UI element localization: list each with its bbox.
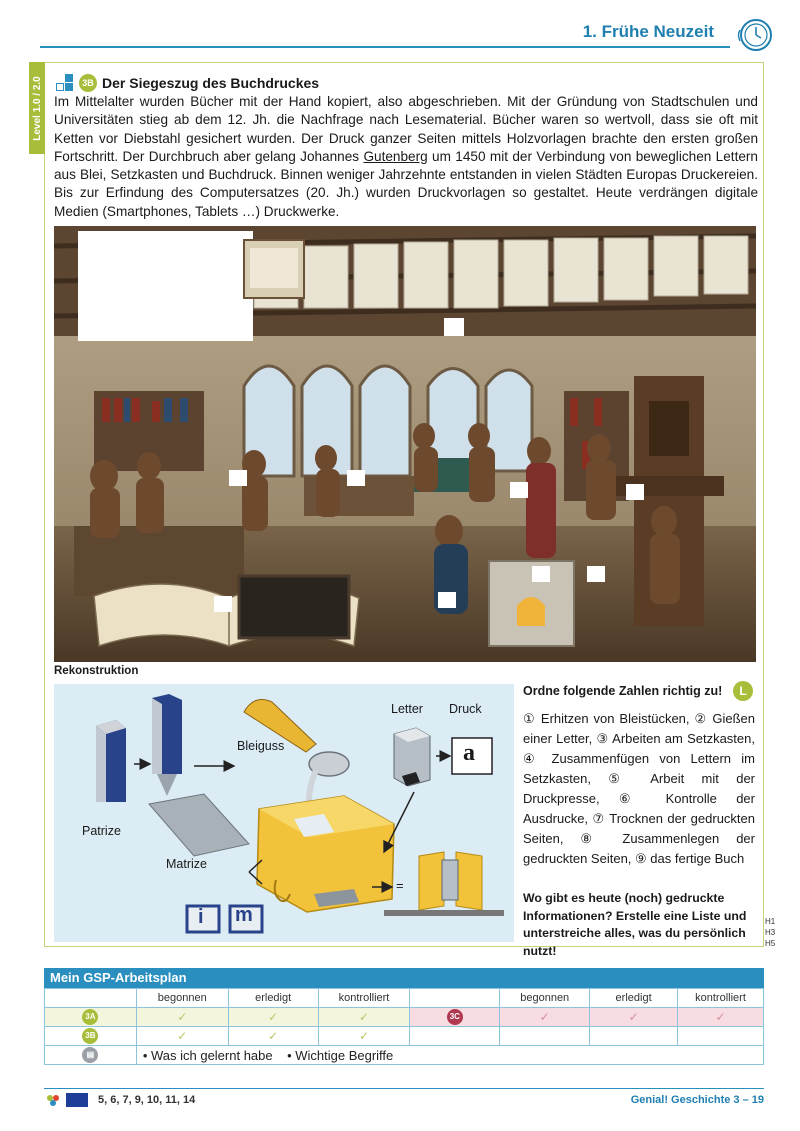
row-badge-3a: 3A: [82, 1009, 98, 1025]
header-rule: [40, 46, 730, 48]
checkbox-3b-erledigt[interactable]: ✓: [228, 1027, 318, 1046]
row-badge-3b: 3B: [82, 1028, 98, 1044]
label-bleiguss: Bleiguss: [237, 739, 285, 753]
printing-workshop-illustration: [54, 226, 756, 662]
work-plan-title: Mein GSP-Arbeitsplan: [44, 968, 764, 988]
footer-rule: [44, 1088, 764, 1089]
checkbox-3b-kontrolliert[interactable]: ✓: [318, 1027, 410, 1046]
checkbox-3c-erledigt[interactable]: ✓: [590, 1008, 678, 1027]
checkbox-3c-kontrolliert[interactable]: ✓: [678, 1008, 764, 1027]
label-matrize: Matrize: [166, 857, 207, 871]
level-label: Level 1.0 / 2.0: [31, 75, 43, 141]
table-row: [45, 989, 764, 1008]
col-begonnen: begonnen: [136, 989, 228, 1008]
checkbox-3a-kontrolliert[interactable]: ✓: [318, 1008, 410, 1027]
footer-book-title: Genial! Geschichte 3 – 19: [630, 1094, 764, 1106]
label-druck: Druck: [449, 702, 482, 716]
col-erledigt: erledigt: [228, 989, 318, 1008]
clock-icon: [736, 16, 774, 54]
footer-pages: 5, 6, 7, 9, 10, 11, 14: [98, 1094, 196, 1106]
chapter-title: 1. Frühe Neuzeit: [582, 22, 714, 41]
checkbox-3b-begonnen[interactable]: ✓: [136, 1027, 228, 1046]
row-badge-3c: 3C: [447, 1009, 463, 1025]
col-begonnen: begonnen: [500, 989, 590, 1008]
checkbox-3a-erledigt[interactable]: ✓: [228, 1008, 318, 1027]
exercise-title: Ordne folgende Zahlen richtig zu!: [523, 684, 723, 698]
col-erledigt: erledigt: [590, 989, 678, 1008]
checkbox-3c-begonnen[interactable]: ✓: [500, 1008, 590, 1027]
table-row: [45, 1008, 764, 1027]
label-letter: Letter: [391, 702, 423, 716]
intro-text: Im Mittelalter wurden Bücher mit der Hand kopiert, also abgeschrieben. Mit der Gründung von Stadtschulen und Universitäten stieg ab dem 12. Jh. die Nachfrage nach Lesematerial. Bücher waren so wertvoll, dass sie oft mit Ketten vor Diebstahl gesichert wurden. Der Druck ganzer Seiten mittels Holzvorlagen brachte den ersten großen Fortschritt. Der Durchbruch aber gelang Johannes Gutenberg um 1450 mit der Verbindung von beweglichen Lettern aus Blei, Setzkasten und Buchdruck. Binnen weniger Jahrzehnte entstanden in vielen Städten Europas Druckereien. Bis zur Erfindung des Computersatzes (20. Jh.) wurden Druckvorlagen so gestaltet. Heute verdrängen digitale Medien (Smartphones, Tablets …) Druckwerke.: [54, 94, 758, 219]
illustration-caption: Rekonstruktion: [54, 665, 139, 677]
col-kontrolliert: kontrolliert: [318, 989, 410, 1008]
col-kontrolliert: kontrolliert: [678, 989, 764, 1008]
notebook-icon: ▤: [82, 1047, 98, 1063]
work-plan-table: [44, 988, 764, 1065]
exercise-question: Wo gibt es heute (noch) gedruckte Informationen? Erstelle eine Liste und unterstreiche alles, was du persönlich nutzt!: [523, 891, 747, 958]
key-terms-link[interactable]: • Wichtige Begriffe: [287, 1047, 394, 1063]
equals-sign: =: [396, 878, 404, 893]
learned-link[interactable]: • Was ich gelernt habe: [142, 1047, 273, 1063]
level-l-badge: L: [733, 681, 753, 701]
gutenberg-term[interactable]: Gutenberg: [363, 148, 428, 164]
table-row: [45, 1046, 764, 1065]
printing-process-diagram: [54, 684, 514, 942]
checkbox-3a-begonnen[interactable]: ✓: [136, 1008, 228, 1027]
druck-letter-a: a: [463, 740, 475, 766]
leaf-logo-icon: [45, 1093, 61, 1107]
competence-codes: H1 H3 H5: [765, 917, 776, 948]
section-badge: 3B: [79, 74, 97, 92]
eu-flag-icon: [66, 1093, 88, 1107]
section-heading: [56, 73, 319, 93]
table-row: [45, 1027, 764, 1046]
section-title: Der Siegeszug des Buchdruckes: [102, 75, 320, 91]
tile-i: i: [198, 906, 204, 928]
tile-m: m: [235, 904, 253, 926]
blocks-icon: [56, 74, 74, 92]
exercise-items: ① Erhitzen von Bleistücken, ② Gießen einer Letter, ③ Arbeiten am Setzkasten, ④ Zusammenfügen von Lettern im Setzkasten, ⑤ Arbeit mit der Druckpresse, ⑥ Kontrolle der Ausdrucke, ⑦ Trocknen der gedruckten Seiten, ⑧ Zusammenlegen der gedruckten Seiten, ⑨ das fertige Buch: [523, 711, 755, 866]
label-patrize: Patrize: [82, 824, 121, 838]
